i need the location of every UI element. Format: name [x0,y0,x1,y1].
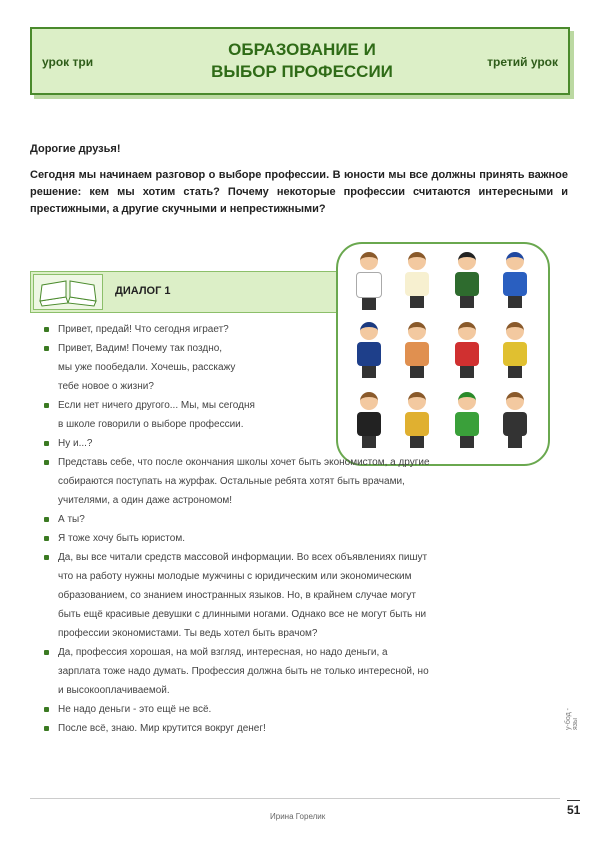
dialog-line-cont: зарплата тоже надо думать. Профессия должна быть не только интересной, но [58,666,429,677]
dialog-line: После всё, знаю. Мир крутится вокруг денег! [44,719,430,738]
dialog-line-cont: образованием, со знанием иностранных языков. Но, в крайнем случае могут [58,590,416,601]
lesson-label-right: третий урок [487,55,558,69]
dialog-line-cont: мы уже пообедали. Хочешь, расскажу [58,362,236,373]
dialog-line-cont: и высокооплачиваемой. [58,685,170,696]
figure-student [498,322,532,382]
dialog-line: Представь себе, что после окончания школы хочет быть экономистом, а другие [44,453,430,472]
dialog-line: Да, профессия хорошая, на мой взгляд, интересная, но надо деньги, а [44,643,430,662]
dialog-line-cont: что на работу нужны молодые мужчины с юридическим или экономическим [58,571,412,582]
page-number: 51 [567,800,580,817]
figure-waiter [498,392,532,452]
dialog-line: Я тоже хочу быть юристом. [44,529,430,548]
footer-rule [30,798,560,799]
figure-artist [450,322,484,382]
lesson-label-left: урок три [42,55,94,69]
dialog-line-cont: учителями, а один даже астрономом! [58,495,233,506]
dialog-line: А ты? [44,510,430,529]
dialog-line: Привет, Вадим! Почему так поздно, [44,339,430,358]
dialog-line-cont: тебе новое о жизни? [58,381,154,392]
dialog-line: Да, вы все читали средств массовой информации. Во всех объявлениях пишут [44,548,430,567]
dialog-label: ДИАЛОГ 1 [115,285,171,297]
lesson-header [30,27,570,95]
intro-paragraph: Сегодня мы начинаем разговор о выборе профессии. В юности мы все должны принять важное решение: кем мы хотим стать? Почему некоторые профессии считаются интересными и престижными, а другие скучными и непрестижными? [30,169,568,215]
dialog-lines [44,320,430,738]
figure-chef [352,252,386,312]
dialog-line: Не надо деньги - это ещё не всё. [44,700,430,719]
dialog-line-cont: быть ещё красивые девушки с длинными ногами. Однако все не могут быть ни [58,609,427,620]
lesson-title [182,39,422,83]
dialog-header [30,271,340,313]
dialog-line: Если нет ничего другого... Мы, мы сегодня [44,396,430,415]
figure-worker [498,252,532,312]
figure-graduate [450,252,484,312]
lesson-title-line1: ОБРАЗОВАНИЕ И [228,40,376,59]
side-text: у-бод - язы [565,708,579,730]
dialog-line-cont: в школе говорили о выборе профессии. [58,419,244,430]
dialog-line: Ну и...? [44,434,430,453]
figure-cook [400,252,434,312]
dialog-line-cont: собираются поступать на журфак. Остальные ребята хотят быть врачами, [58,476,405,487]
figure-gardener [450,392,484,452]
lesson-title-line2: ВЫБОР ПРОФЕССИИ [211,62,393,81]
greeting: Дорогие друзья! [30,143,121,155]
dialog-line: Привет, предай! Что сегодня играет? [44,320,430,339]
book-icon [33,274,103,310]
footer-author: Ирина Горелик [270,812,326,821]
dialog-line-cont: профессии экономистами. Ты ведь хотел быть врачом? [58,628,318,639]
